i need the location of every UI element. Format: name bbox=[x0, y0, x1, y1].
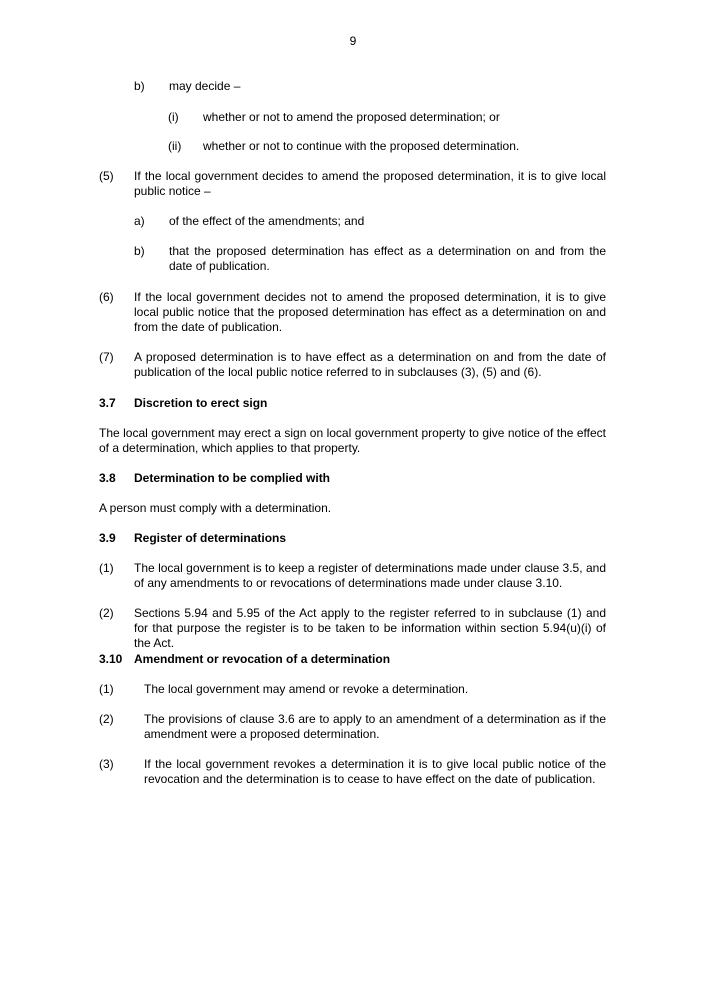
clause-6-text: If the local government decides not to amend the proposed determination, it is to give local public notice that the proposed determination has effect as a determination on and from the date of publication. bbox=[134, 290, 606, 334]
section-3-9-p1-marker: (1) bbox=[99, 561, 114, 575]
clause-5-text: If the local government decides to amend the proposed determination, it is to give local public notice – bbox=[134, 169, 606, 198]
section-3-8-body: A person must comply with a determination. bbox=[99, 501, 332, 515]
list-marker-ii: (ii) bbox=[168, 139, 182, 153]
clause-5b-text: that the proposed determination has effect as a determination on and from the date of publication. bbox=[169, 244, 606, 273]
section-3-10-p3-text: If the local government revokes a determination it is to give local public notice of the revocation and the determination is to cease to have effect on the date of publication. bbox=[144, 757, 606, 786]
section-3-10-p3-marker: (3) bbox=[99, 757, 114, 771]
clause-6-marker: (6) bbox=[99, 290, 114, 304]
clause-7-text: A proposed determination is to have effect as a determination on and from the date of publication of the local public notice referred to in subclauses (3), (5) and (6). bbox=[134, 350, 606, 379]
clause-5a-text: of the effect of the amendments; and bbox=[169, 214, 365, 228]
section-3-9-p2-text: Sections 5.94 and 5.95 of the Act apply to the register referred to in subclause (1) and for that purpose the register is to be taken to be information within section 5.94(u)(i) of the Act. bbox=[134, 606, 606, 650]
section-3-10-p1-text: The local government may amend or revoke a determination. bbox=[144, 682, 469, 696]
list-item-i: whether or not to amend the proposed determination; or bbox=[203, 110, 500, 124]
section-3-7-number: 3.7 bbox=[99, 396, 116, 410]
list-marker-i: (i) bbox=[168, 110, 179, 124]
section-3-8-number: 3.8 bbox=[99, 471, 116, 485]
section-3-9-p2-marker: (2) bbox=[99, 606, 114, 620]
clause-5b-marker: b) bbox=[134, 244, 145, 258]
list-item-b: may decide – bbox=[169, 79, 241, 93]
list-item-ii: whether or not to continue with the proposed determination. bbox=[203, 139, 520, 153]
section-3-9-heading: Register of determinations bbox=[134, 531, 287, 545]
clause-5-marker: (5) bbox=[99, 169, 114, 183]
clause-7-marker: (7) bbox=[99, 350, 114, 364]
section-3-9-p1-text: The local government is to keep a register of determinations made under clause 3.5, and of any amendments to or revocations of determinations made under clause 3.10. bbox=[134, 561, 606, 590]
section-3-10-p2-marker: (2) bbox=[99, 712, 114, 726]
clause-5a-marker: a) bbox=[134, 214, 145, 228]
section-3-7-heading: Discretion to erect sign bbox=[134, 396, 268, 410]
section-3-8-heading: Determination to be complied with bbox=[134, 471, 331, 485]
page-number: 9 bbox=[349, 34, 357, 48]
section-3-10-p1-marker: (1) bbox=[99, 682, 114, 696]
section-3-7-body: The local government may erect a sign on local government property to give notice of the effect of a determination, which applies to that property. bbox=[99, 426, 606, 455]
section-3-10-heading: Amendment or revocation of a determination bbox=[134, 652, 391, 666]
section-3-10-p2-text: The provisions of clause 3.6 are to apply to an amendment of a determination as if the amendment were a proposed determination. bbox=[144, 712, 606, 741]
section-3-10-number: 3.10 bbox=[99, 652, 123, 666]
section-3-9-number: 3.9 bbox=[99, 531, 116, 545]
list-marker-b: b) bbox=[134, 79, 145, 93]
